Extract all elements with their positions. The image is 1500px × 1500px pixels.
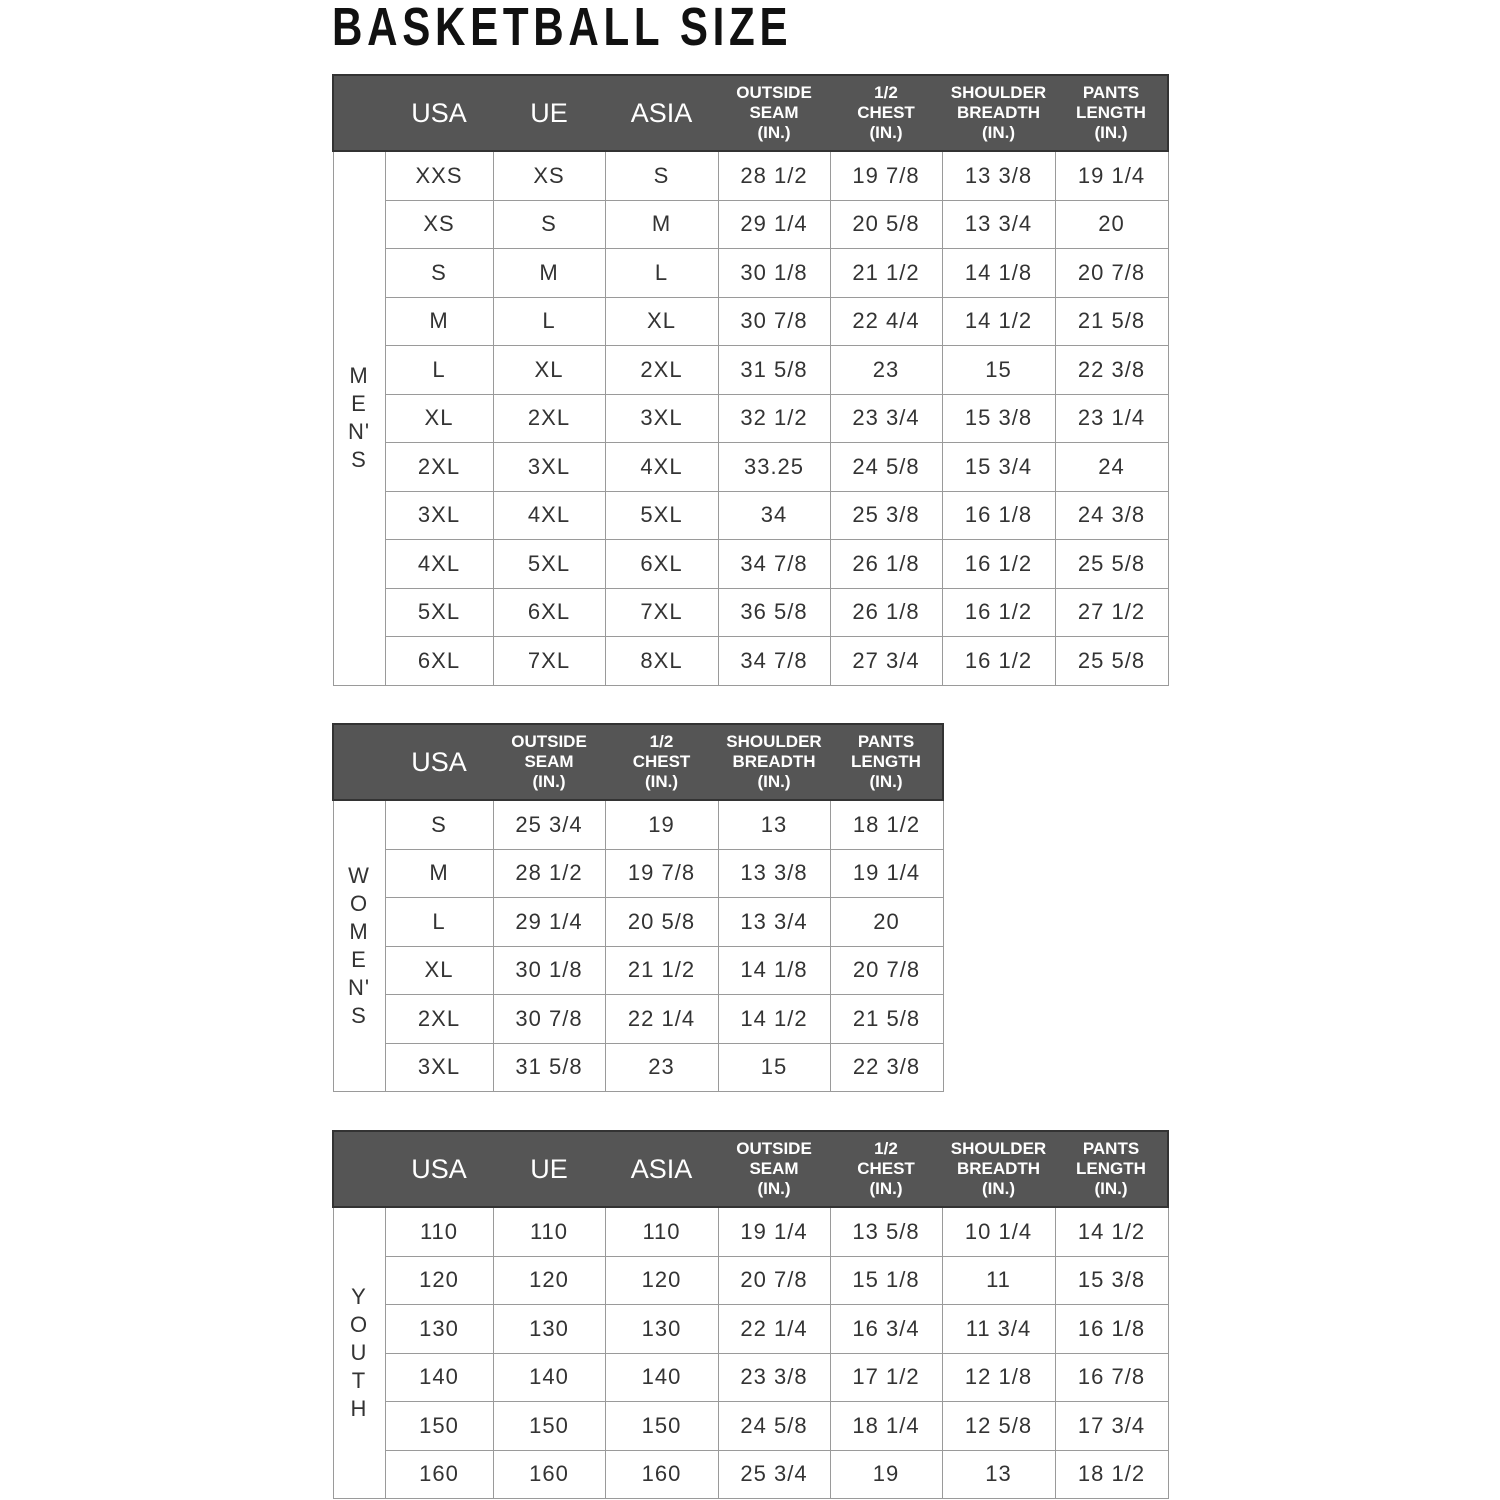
column-header: [493, 1131, 605, 1207]
table-cell: 20 7/8: [718, 1256, 830, 1305]
table-cell: 27 3/4: [830, 637, 942, 686]
column-header-text: 1/2: [649, 732, 674, 751]
table-cell: 150: [493, 1402, 605, 1451]
category-letter: U: [350, 1340, 368, 1365]
table-cell: 140: [493, 1353, 605, 1402]
table-cell: 19 7/8: [830, 151, 942, 200]
table-cell: 19 1/4: [718, 1207, 830, 1256]
table-cell: 22 1/4: [605, 995, 718, 1044]
table-row: [333, 800, 943, 849]
column-header-text: PANTS: [857, 732, 915, 751]
table-cell: 11 3/4: [942, 1305, 1055, 1354]
table-row: [333, 849, 943, 898]
table-cell: 5XL: [493, 540, 605, 589]
table-cell: 23: [605, 1043, 718, 1092]
column-header-text: (IN.): [869, 123, 903, 142]
column-header: [605, 1131, 718, 1207]
table-cell: 130: [493, 1305, 605, 1354]
table-cell: 16 1/2: [942, 588, 1055, 637]
column-header-text: (IN.): [869, 772, 903, 791]
column-header-text: SHOULDER: [950, 1139, 1047, 1158]
table-cell: 14 1/2: [1055, 1207, 1168, 1256]
table-cell: 21 1/2: [605, 946, 718, 995]
table-row: [333, 588, 1168, 637]
column-header-text: OUTSIDE: [736, 83, 812, 102]
table-cell: L: [493, 297, 605, 346]
column-header-text: SHOULDER: [950, 83, 1047, 102]
column-header-text: PANTS: [1082, 1139, 1140, 1158]
table-cell: 15 3/8: [942, 394, 1055, 443]
category-label: [333, 1207, 385, 1499]
table-cell: 31 5/8: [493, 1043, 605, 1092]
table-cell: L: [605, 249, 718, 298]
table-cell: 150: [605, 1402, 718, 1451]
column-header: [605, 75, 718, 151]
table-cell: 6XL: [385, 637, 493, 686]
table-cell: 22 3/8: [830, 1043, 943, 1092]
column-header: [493, 724, 605, 800]
column-header-text: 1/2: [874, 1139, 898, 1158]
table-cell: 19 7/8: [605, 849, 718, 898]
table-cell: XS: [493, 151, 605, 200]
category-letter: S: [351, 1003, 367, 1028]
table-cell: XS: [385, 200, 493, 249]
table-cell: 160: [493, 1450, 605, 1499]
table-cell: 23: [830, 346, 942, 395]
table-cell: 11: [942, 1256, 1055, 1305]
category-letter: S: [351, 447, 367, 473]
column-header-text: BREADTH: [956, 1159, 1041, 1178]
column-header-text: (IN.): [1094, 123, 1128, 142]
column-header-text: (IN.): [757, 1179, 791, 1198]
table-cell: M: [385, 849, 493, 898]
table-row: [333, 898, 943, 947]
table-cell: XXS: [385, 151, 493, 200]
category-label: [333, 800, 385, 1092]
table-cell: 36 5/8: [718, 588, 830, 637]
header-blank: [333, 724, 385, 800]
column-header: [830, 75, 942, 151]
column-header-text: OUTSIDE: [511, 732, 587, 751]
table-cell: S: [493, 200, 605, 249]
table-row: [333, 1256, 1168, 1305]
table-cell: 23 1/4: [1055, 394, 1168, 443]
table-cell: 25 5/8: [1055, 540, 1168, 589]
table-cell: 3XL: [385, 1043, 493, 1092]
table-row: [333, 1207, 1168, 1256]
table-cell: 24 5/8: [718, 1402, 830, 1451]
table-cell: 16 1/8: [942, 491, 1055, 540]
mens-size-table: [332, 74, 1169, 686]
table-row: [333, 1450, 1168, 1499]
table-cell: 13 3/4: [718, 898, 830, 947]
column-header-text: ASIA: [630, 97, 693, 128]
column-header: [830, 724, 943, 800]
table-cell: L: [385, 898, 493, 947]
column-header-text: (IN.): [757, 123, 791, 142]
table-row: [333, 491, 1168, 540]
column-header: [493, 75, 605, 151]
table-cell: 21 5/8: [830, 995, 943, 1044]
table-cell: 20 7/8: [1055, 249, 1168, 298]
table-cell: 19: [605, 800, 718, 849]
column-header: [1055, 75, 1168, 151]
table-cell: 34: [718, 491, 830, 540]
table-cell: 5XL: [385, 588, 493, 637]
column-header: [942, 1131, 1055, 1207]
table-cell: 4XL: [605, 443, 718, 492]
table-cell: 13: [942, 1450, 1055, 1499]
table-cell: 16 1/2: [942, 540, 1055, 589]
table-cell: S: [385, 249, 493, 298]
table-cell: 12 1/8: [942, 1353, 1055, 1402]
column-header-text: ASIA: [630, 1153, 693, 1184]
table-cell: 22 3/8: [1055, 346, 1168, 395]
category-letter: W: [348, 863, 370, 888]
category-letter: O: [349, 891, 369, 916]
column-header-text: 1/2: [874, 83, 898, 102]
column-header-text: (IN.): [981, 123, 1016, 142]
table-row: [333, 443, 1168, 492]
column-header-text: UE: [530, 1153, 568, 1184]
table-cell: 28 1/2: [718, 151, 830, 200]
table-cell: 18 1/4: [830, 1402, 942, 1451]
table-row: [333, 1353, 1168, 1402]
column-header: [1055, 1131, 1168, 1207]
column-header-text: LENGTH: [1076, 1159, 1146, 1178]
table-cell: 130: [605, 1305, 718, 1354]
category-letter: H: [350, 1396, 368, 1421]
table-cell: 14 1/8: [718, 946, 830, 995]
table-cell: 16 1/8: [1055, 1305, 1168, 1354]
column-header-text: BREADTH: [732, 752, 816, 771]
category-letter: N': [347, 419, 371, 445]
column-header: [942, 75, 1055, 151]
youth-size-table: [332, 1130, 1169, 1499]
table-cell: 130: [385, 1305, 493, 1354]
column-header-text: USA: [411, 1153, 467, 1184]
table-cell: 6XL: [605, 540, 718, 589]
table-cell: S: [605, 151, 718, 200]
category-letter: Y: [351, 1284, 367, 1309]
table-cell: M: [605, 200, 718, 249]
table-cell: 30 1/8: [493, 946, 605, 995]
table-row: [333, 540, 1168, 589]
column-header-text: CHEST: [857, 103, 915, 122]
column-header-text: CHEST: [632, 752, 691, 771]
table-row: [333, 1043, 943, 1092]
table-cell: XL: [385, 946, 493, 995]
table-cell: 25 3/4: [718, 1450, 830, 1499]
table-cell: 19 1/4: [830, 849, 943, 898]
table-cell: 21 1/2: [830, 249, 942, 298]
column-header-text: (IN.): [532, 772, 566, 791]
table-cell: 2XL: [385, 995, 493, 1044]
column-header: [385, 724, 493, 800]
column-header: [385, 1131, 493, 1207]
table-cell: 25 3/8: [830, 491, 942, 540]
table-cell: 110: [493, 1207, 605, 1256]
table-cell: 20: [1055, 200, 1168, 249]
column-header-text: USA: [411, 746, 467, 777]
column-header-text: CHEST: [857, 1159, 915, 1178]
page-title: BASKETBALL SIZE: [332, 0, 793, 57]
table-cell: 3XL: [605, 394, 718, 443]
table-row: [333, 297, 1168, 346]
table-cell: 15: [942, 346, 1055, 395]
table-cell: 30 7/8: [493, 995, 605, 1044]
column-header: [830, 1131, 942, 1207]
table-cell: 150: [385, 1402, 493, 1451]
column-header-text: UE: [530, 97, 568, 128]
table-cell: 14 1/2: [942, 297, 1055, 346]
table-cell: 20 5/8: [830, 200, 942, 249]
table-row: [333, 151, 1168, 200]
column-header: [718, 75, 830, 151]
table-row: [333, 946, 943, 995]
column-header: [718, 1131, 830, 1207]
table-cell: 24 5/8: [830, 443, 942, 492]
table-cell: 15 3/8: [1055, 1256, 1168, 1305]
table-cell: 4XL: [493, 491, 605, 540]
header-row: [333, 724, 943, 800]
column-header-text: LENGTH: [1076, 103, 1146, 122]
table-row: [333, 249, 1168, 298]
header-row: [333, 75, 1168, 151]
category-letter: M: [349, 363, 369, 389]
table-cell: 30 7/8: [718, 297, 830, 346]
table-cell: 20 5/8: [605, 898, 718, 947]
table-cell: 32 1/2: [718, 394, 830, 443]
table-cell: 23 3/8: [718, 1353, 830, 1402]
table-cell: 8XL: [605, 637, 718, 686]
table-cell: 17 1/2: [830, 1353, 942, 1402]
column-header-text: USA: [411, 97, 467, 128]
table-cell: 26 1/8: [830, 540, 942, 589]
category-letter: E: [351, 947, 367, 972]
table-cell: 13 3/8: [942, 151, 1055, 200]
table-cell: 24 3/8: [1055, 491, 1168, 540]
table-cell: 16 7/8: [1055, 1353, 1168, 1402]
table-cell: 120: [605, 1256, 718, 1305]
table-cell: 28 1/2: [493, 849, 605, 898]
column-header-text: SEAM: [749, 103, 799, 122]
table-cell: 4XL: [385, 540, 493, 589]
table-cell: 3XL: [385, 491, 493, 540]
category-letter: M: [349, 919, 369, 944]
table-row: [333, 1305, 1168, 1354]
table-cell: 13 5/8: [830, 1207, 942, 1256]
table-cell: 34 7/8: [718, 637, 830, 686]
table-cell: 15: [718, 1043, 830, 1092]
table-cell: 110: [605, 1207, 718, 1256]
table-cell: 13: [718, 800, 830, 849]
table-cell: 24: [1055, 443, 1168, 492]
table-cell: 34 7/8: [718, 540, 830, 589]
table-cell: 21 5/8: [1055, 297, 1168, 346]
table-row: [333, 346, 1168, 395]
table-cell: 13 3/4: [942, 200, 1055, 249]
column-header-text: (IN.): [1094, 1179, 1128, 1198]
column-header-text: (IN.): [981, 1179, 1016, 1198]
table-cell: 120: [385, 1256, 493, 1305]
column-header-text: (IN.): [757, 772, 791, 791]
table-cell: 29 1/4: [718, 200, 830, 249]
column-header: [718, 724, 830, 800]
table-cell: 25 5/8: [1055, 637, 1168, 686]
category-letter: T: [351, 1368, 367, 1393]
table-cell: 23 3/4: [830, 394, 942, 443]
column-header-text: (IN.): [644, 772, 679, 791]
column-header-text: OUTSIDE: [736, 1139, 812, 1158]
table-cell: 2XL: [605, 346, 718, 395]
table-cell: 30 1/8: [718, 249, 830, 298]
column-header-text: PANTS: [1082, 83, 1140, 102]
column-header: [385, 75, 493, 151]
header-blank: [333, 75, 385, 151]
table-cell: 15 1/8: [830, 1256, 942, 1305]
table-cell: 25 3/4: [493, 800, 605, 849]
table-cell: 33.25: [718, 443, 830, 492]
column-header-text: BREADTH: [956, 103, 1041, 122]
column-header-text: (IN.): [869, 1179, 903, 1198]
table-cell: 120: [493, 1256, 605, 1305]
column-header-text: SEAM: [749, 1159, 799, 1178]
table-cell: M: [385, 297, 493, 346]
header-blank: [333, 1131, 385, 1207]
table-cell: 5XL: [605, 491, 718, 540]
table-cell: 29 1/4: [493, 898, 605, 947]
table-row: [333, 394, 1168, 443]
table-cell: 110: [385, 1207, 493, 1256]
table-cell: L: [385, 346, 493, 395]
header-row: [333, 1131, 1168, 1207]
table-cell: 26 1/8: [830, 588, 942, 637]
table-cell: 3XL: [493, 443, 605, 492]
column-header: [605, 724, 718, 800]
table-cell: 18 1/2: [830, 800, 943, 849]
table-cell: 14 1/8: [942, 249, 1055, 298]
table-cell: 20 7/8: [830, 946, 943, 995]
table-cell: 16 3/4: [830, 1305, 942, 1354]
table-cell: 12 5/8: [942, 1402, 1055, 1451]
table-cell: 6XL: [493, 588, 605, 637]
table-cell: 31 5/8: [718, 346, 830, 395]
table-cell: 18 1/2: [1055, 1450, 1168, 1499]
table-cell: 7XL: [493, 637, 605, 686]
table-cell: M: [493, 249, 605, 298]
table-cell: S: [385, 800, 493, 849]
table-cell: 19 1/4: [1055, 151, 1168, 200]
table-cell: XL: [493, 346, 605, 395]
column-header-text: SHOULDER: [726, 732, 822, 751]
category-letter: N': [347, 975, 371, 1000]
table-cell: 22 1/4: [718, 1305, 830, 1354]
table-cell: XL: [385, 394, 493, 443]
table-row: [333, 995, 943, 1044]
table-cell: 2XL: [493, 394, 605, 443]
table-cell: 15 3/4: [942, 443, 1055, 492]
table-cell: 17 3/4: [1055, 1402, 1168, 1451]
table-cell: 2XL: [385, 443, 493, 492]
table-cell: XL: [605, 297, 718, 346]
table-cell: 7XL: [605, 588, 718, 637]
table-cell: 22 4/4: [830, 297, 942, 346]
table-cell: 14 1/2: [718, 995, 830, 1044]
category-label: [333, 151, 385, 685]
table-cell: 13 3/8: [718, 849, 830, 898]
table-cell: 140: [385, 1353, 493, 1402]
table-cell: 10 1/4: [942, 1207, 1055, 1256]
column-header-text: LENGTH: [851, 752, 921, 771]
table-cell: 27 1/2: [1055, 588, 1168, 637]
womens-size-table: [332, 723, 944, 1092]
table-row: [333, 1402, 1168, 1451]
table-cell: 20: [830, 898, 943, 947]
table-cell: 140: [605, 1353, 718, 1402]
table-row: [333, 637, 1168, 686]
category-letter: O: [349, 1312, 369, 1337]
table-cell: 160: [385, 1450, 493, 1499]
table-cell: 16 1/2: [942, 637, 1055, 686]
category-letter: E: [351, 391, 367, 417]
column-header-text: SEAM: [524, 752, 574, 771]
table-cell: 19: [830, 1450, 942, 1499]
table-row: [333, 200, 1168, 249]
table-cell: 160: [605, 1450, 718, 1499]
